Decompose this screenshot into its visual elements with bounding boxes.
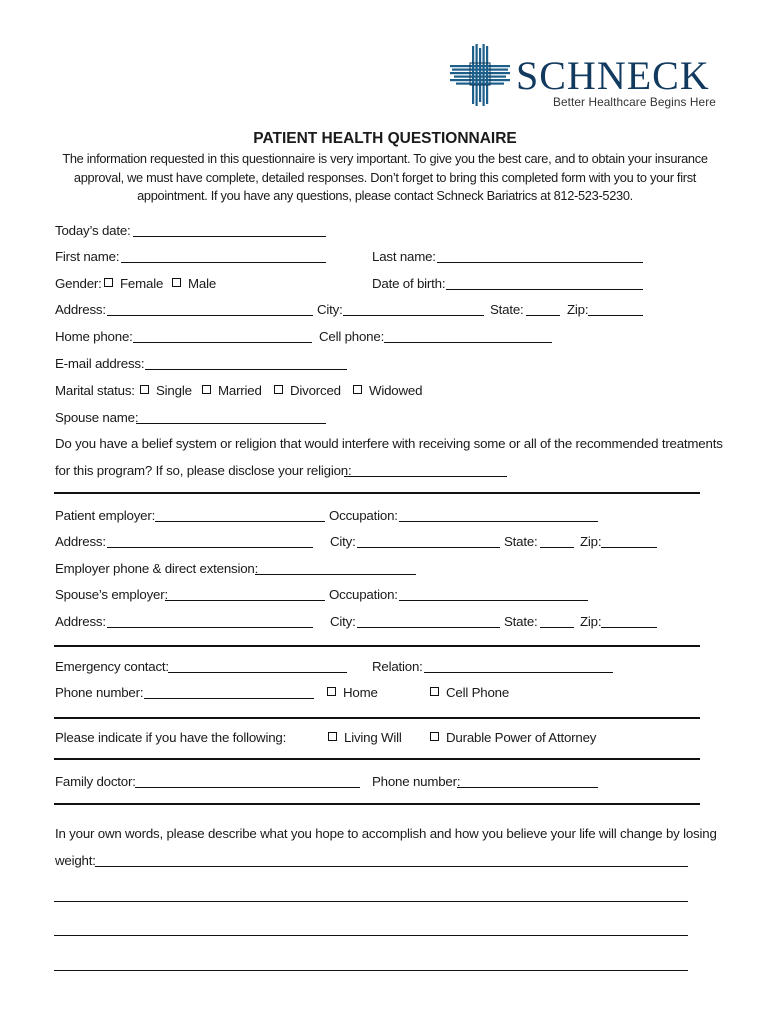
spouse-city-field[interactable] [357,627,500,628]
occupation-field[interactable] [399,521,598,522]
female-label: Female [120,276,164,291]
employer-phone-label: Employer phone & direct extension: [55,561,259,576]
male-label: Male [188,276,217,291]
todays-date-label: Today’s date: [55,223,131,238]
spouse-name-label: Spouse name: [55,410,139,425]
brand-tagline: Better Healthcare Begins Here [553,95,716,109]
occupation-label: Occupation: [329,508,398,523]
spouse-zip-field[interactable] [601,627,657,628]
state-label: State: [490,302,524,317]
describe-field-line4[interactable] [54,970,688,971]
spouse-address-label: Address: [55,614,106,629]
employer-address-field[interactable] [107,547,313,548]
patient-employer-field[interactable] [155,521,325,522]
describe-question-line1: In your own words, please describe what you hope to accomplish and how you believe your life will change by losing [55,826,717,841]
home-checkbox[interactable] [327,687,336,696]
spouse-state-field[interactable] [540,627,574,628]
belief-question-line2: for this program? If so, please disclose your religion: [55,463,352,478]
spouse-employer-label: Spouse’s employer: [55,587,168,602]
patient-employer-label: Patient employer: [55,508,156,523]
spouse-state-label: State: [504,614,538,629]
describe-field-line1[interactable] [95,866,688,867]
gender-label: Gender: [55,276,102,291]
widowed-label: Widowed [369,383,423,398]
male-checkbox[interactable] [172,278,181,287]
female-checkbox[interactable] [104,278,113,287]
section-divider [54,645,700,647]
doctor-phone-label: Phone number: [372,774,461,789]
employer-zip-field[interactable] [601,547,657,548]
state-field[interactable] [526,315,560,316]
widowed-checkbox[interactable] [353,385,362,394]
section-divider [54,758,700,760]
belief-question-line1: Do you have a belief system or religion that would interfere with receiving some or all of the recommended treatments [55,436,723,451]
section-divider [54,803,700,805]
city-field[interactable] [343,315,484,316]
relation-field[interactable] [424,672,613,673]
woven-cross-logo-icon [450,44,510,106]
page-title: PATIENT HEALTH QUESTIONNAIRE [253,130,517,147]
single-label: Single [156,383,192,398]
living-will-label: Living Will [344,730,402,745]
home-phone-field[interactable] [133,342,312,343]
living-will-checkbox[interactable] [328,732,337,741]
last-name-label: Last name: [372,249,436,264]
employer-city-label: City: [330,534,356,549]
poa-checkbox[interactable] [430,732,439,741]
describe-question-line2: weight: [55,853,96,868]
first-name-label: First name: [55,249,120,264]
last-name-field[interactable] [437,262,643,263]
address-field[interactable] [107,315,313,316]
employer-zip-label: Zip: [580,534,602,549]
zip-label: Zip: [567,302,589,317]
first-name-field[interactable] [121,262,326,263]
family-doctor-label: Family doctor: [55,774,136,789]
employer-address-label: Address: [55,534,106,549]
spouse-occupation-field[interactable] [399,600,588,601]
email-label: E-mail address: [55,356,145,371]
religion-field[interactable] [344,476,507,477]
spouse-city-label: City: [330,614,356,629]
phone-number-label: Phone number: [55,685,144,700]
date-of-birth-label: Date of birth: [372,276,446,291]
email-field[interactable] [145,369,347,370]
employer-phone-field[interactable] [255,574,416,575]
cell-phone-option-label: Cell Phone [446,685,510,700]
home-phone-label: Home phone: [55,329,133,344]
spouse-employer-field[interactable] [165,600,325,601]
emergency-phone-field[interactable] [144,698,314,699]
divorced-checkbox[interactable] [274,385,283,394]
section-divider [54,492,700,494]
spouse-occupation-label: Occupation: [329,587,398,602]
section-divider [54,717,700,719]
spouse-zip-label: Zip: [580,614,602,629]
single-checkbox[interactable] [140,385,149,394]
describe-field-line3[interactable] [54,935,688,936]
married-checkbox[interactable] [202,385,211,394]
todays-date-field[interactable] [133,236,326,237]
cell-phone-checkbox[interactable] [430,687,439,696]
married-label: Married [218,383,262,398]
zip-field[interactable] [588,315,643,316]
brand-name: SCHNECK [516,53,710,98]
home-label: Home [343,685,378,700]
emergency-contact-label: Emergency contact: [55,659,169,674]
employer-state-label: State: [504,534,538,549]
describe-field-line2[interactable] [54,901,688,902]
doctor-phone-field[interactable] [457,787,598,788]
indicate-label: Please indicate if you have the following: [55,730,287,745]
marital-status-label: Marital status: [55,383,135,398]
employer-state-field[interactable] [540,547,574,548]
address-label: Address: [55,302,106,317]
date-of-birth-field[interactable] [446,289,643,290]
cell-phone-field[interactable] [384,342,552,343]
divorced-label: Divorced [290,383,341,398]
emergency-contact-field[interactable] [168,672,347,673]
intro-text: The information requested in this questionnaire is very important. To give you the best care, and to obtain your insurance approval, we must have complete, detailed responses. Don’t forget to bring this completed form with you to your first appointment. If you have any questions, please contact Schneck Bariatrics at 812-523-5230. [62,151,708,203]
spouse-name-field[interactable] [136,423,326,424]
cell-phone-label: Cell phone: [319,329,385,344]
city-label: City: [317,302,343,317]
family-doctor-field[interactable] [135,787,360,788]
relation-label: Relation: [372,659,423,674]
poa-label: Durable Power of Attorney [446,730,597,745]
spouse-address-field[interactable] [107,627,313,628]
employer-city-field[interactable] [357,547,500,548]
